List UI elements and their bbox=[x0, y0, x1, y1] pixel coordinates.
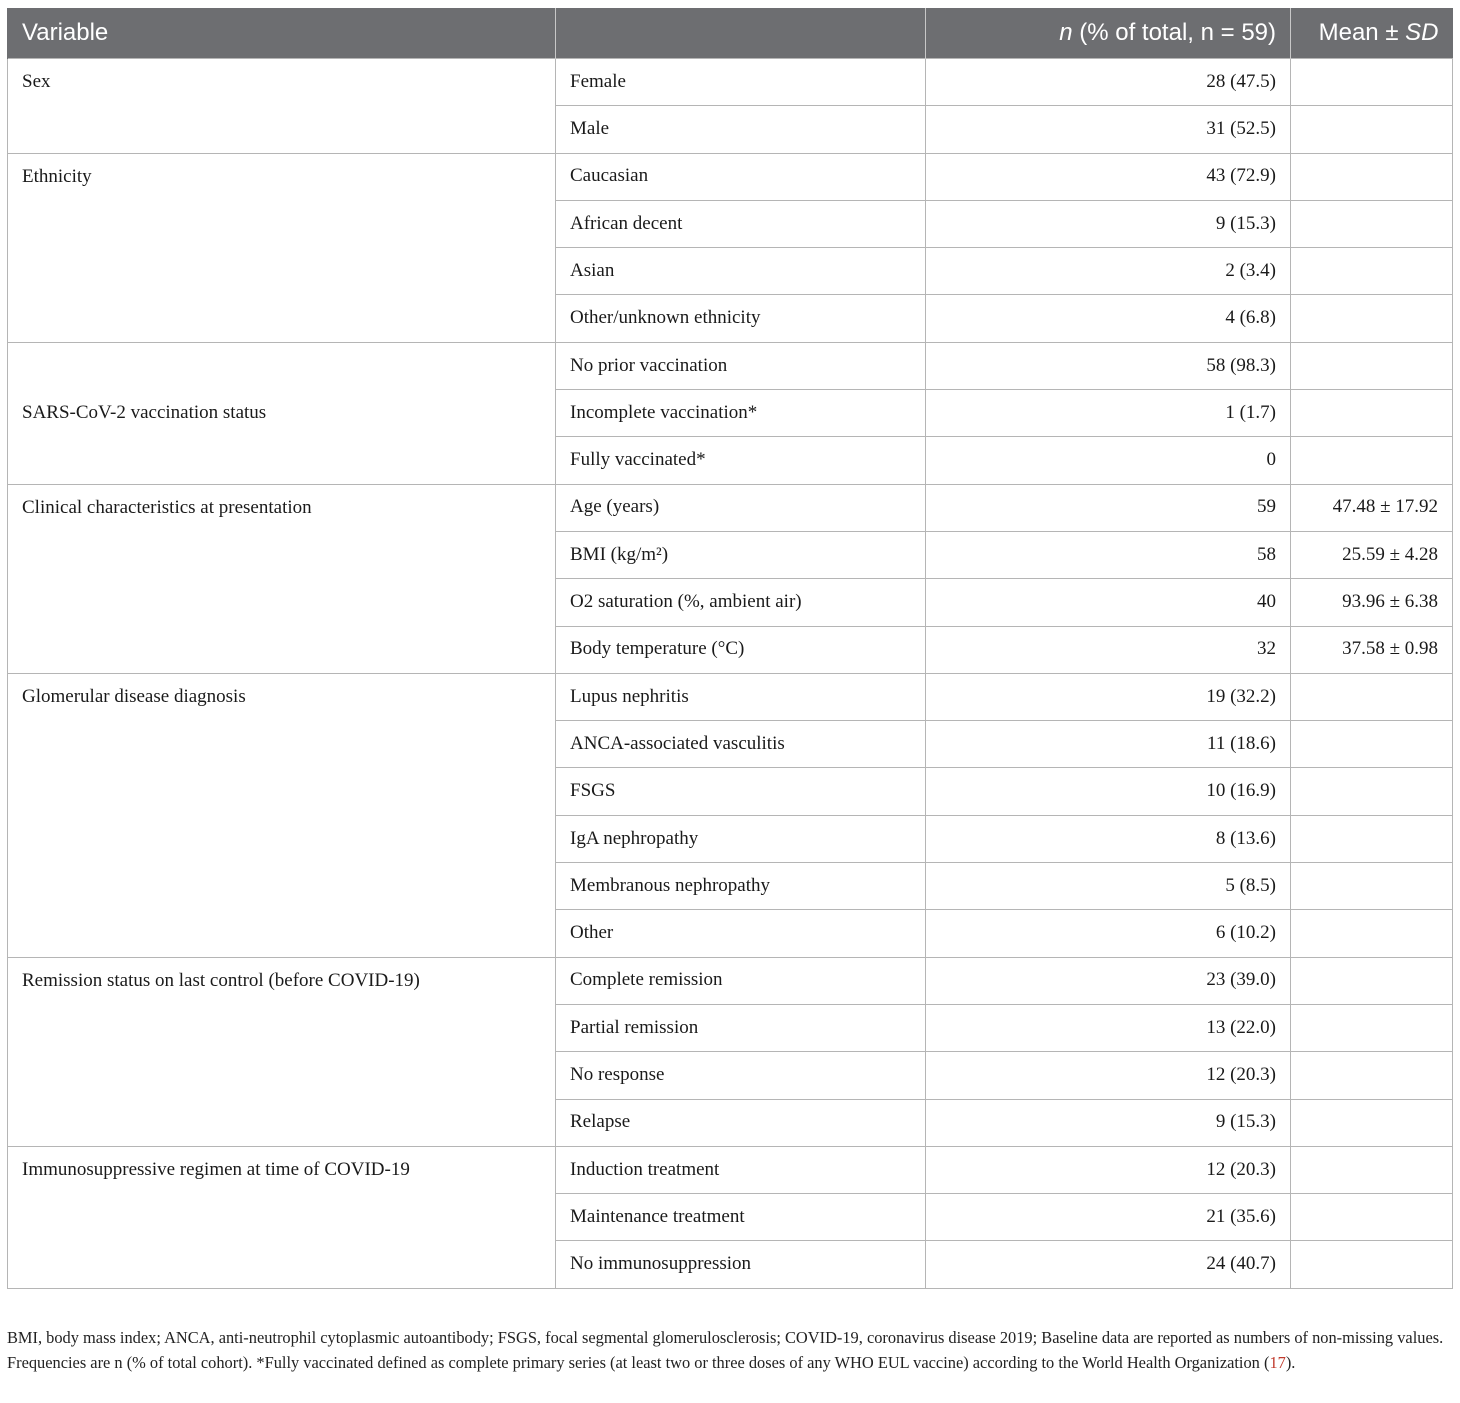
footnote-end: ). bbox=[1285, 1353, 1296, 1372]
category-cell: Membranous nephropathy bbox=[556, 863, 926, 910]
variable-cell: Clinical characteristics at presentation bbox=[8, 484, 556, 673]
header-mean-sd bbox=[1291, 8, 1453, 59]
variable-cell: Sex bbox=[8, 59, 556, 154]
header-variable: Variable bbox=[8, 8, 556, 59]
n-percent-cell: 10 (16.9) bbox=[926, 768, 1291, 815]
table-row bbox=[8, 957, 1453, 1004]
n-percent-cell: 28 (47.5) bbox=[926, 59, 1291, 106]
mean-sd-cell bbox=[1291, 863, 1453, 910]
mean-sd-cell: 25.59 ± 4.28 bbox=[1291, 531, 1453, 578]
table-row bbox=[8, 153, 1453, 200]
header-row bbox=[8, 8, 1453, 59]
category-cell: Male bbox=[556, 106, 926, 153]
n-percent-cell: 11 (18.6) bbox=[926, 721, 1291, 768]
table-row bbox=[8, 484, 1453, 531]
n-percent-cell: 31 (52.5) bbox=[926, 106, 1291, 153]
n-percent-cell: 9 (15.3) bbox=[926, 1099, 1291, 1146]
mean-sd-cell bbox=[1291, 815, 1453, 862]
mean-sd-cell bbox=[1291, 1146, 1453, 1193]
n-percent-cell: 2 (3.4) bbox=[926, 248, 1291, 295]
mean-sd-cell bbox=[1291, 1194, 1453, 1241]
category-cell: IgA nephropathy bbox=[556, 815, 926, 862]
mean-sd-cell: 37.58 ± 0.98 bbox=[1291, 626, 1453, 673]
mean-sd-cell bbox=[1291, 1099, 1453, 1146]
n-percent-cell: 5 (8.5) bbox=[926, 863, 1291, 910]
mean-sd-cell bbox=[1291, 910, 1453, 957]
variable-cell: SARS-CoV-2 vaccination status bbox=[8, 342, 556, 484]
category-cell: Caucasian bbox=[556, 153, 926, 200]
mean-sd-cell bbox=[1291, 248, 1453, 295]
n-percent-cell: 12 (20.3) bbox=[926, 1146, 1291, 1193]
header-n bbox=[926, 8, 1291, 59]
mean-sd-cell bbox=[1291, 437, 1453, 484]
variable-cell: Remission status on last control (before COVID-19) bbox=[8, 957, 556, 1146]
n-percent-cell: 59 bbox=[926, 484, 1291, 531]
category-cell: Age (years) bbox=[556, 484, 926, 531]
mean-sd-cell bbox=[1291, 957, 1453, 1004]
baseline-characteristics-table bbox=[7, 8, 1453, 1289]
n-percent-cell: 21 (35.6) bbox=[926, 1194, 1291, 1241]
table-header bbox=[8, 8, 1453, 59]
category-cell: ANCA-associated vasculitis bbox=[556, 721, 926, 768]
category-cell: BMI (kg/m²) bbox=[556, 531, 926, 578]
n-percent-cell: 43 (72.9) bbox=[926, 153, 1291, 200]
n-percent-cell: 40 bbox=[926, 579, 1291, 626]
mean-sd-cell bbox=[1291, 721, 1453, 768]
header-sd-italic: SD bbox=[1405, 19, 1439, 46]
n-percent-cell: 4 (6.8) bbox=[926, 295, 1291, 342]
mean-sd-cell bbox=[1291, 768, 1453, 815]
header-category bbox=[556, 8, 926, 59]
variable-cell: Immunosuppressive regimen at time of COVID-19 bbox=[8, 1146, 556, 1288]
n-percent-cell: 9 (15.3) bbox=[926, 200, 1291, 247]
category-cell: Body temperature (°C) bbox=[556, 626, 926, 673]
n-percent-cell: 1 (1.7) bbox=[926, 390, 1291, 437]
footnote-text: BMI, body mass index; ANCA, anti-neutrophil cytoplasmic autoantibody; FSGS, focal segmental glomerulosclerosis; COVID-19, coronavirus disease 2019; Baseline data are reported as numbers of non-missing values. Frequencies are n (% of total cohort). *Fully vaccinated defined as complete primary series (at least two or three doses of any WHO EUL vaccine) according to the World Health Organization ( bbox=[7, 1328, 1444, 1372]
header-mean-prefix: Mean ± bbox=[1318, 19, 1406, 46]
data-table-container bbox=[7, 8, 1452, 1289]
table-row bbox=[8, 673, 1453, 720]
mean-sd-cell bbox=[1291, 1004, 1453, 1051]
category-cell: Asian bbox=[556, 248, 926, 295]
header-n-rest: (% of total, n = 59) bbox=[1072, 19, 1276, 46]
category-cell: No response bbox=[556, 1052, 926, 1099]
mean-sd-cell bbox=[1291, 342, 1453, 389]
n-percent-cell: 24 (40.7) bbox=[926, 1241, 1291, 1288]
mean-sd-cell bbox=[1291, 390, 1453, 437]
table-row bbox=[8, 342, 1453, 389]
mean-sd-cell: 93.96 ± 6.38 bbox=[1291, 579, 1453, 626]
n-percent-cell: 0 bbox=[926, 437, 1291, 484]
category-cell: Lupus nephritis bbox=[556, 673, 926, 720]
category-cell: FSGS bbox=[556, 768, 926, 815]
variable-cell: Glomerular disease diagnosis bbox=[8, 673, 556, 957]
category-cell: Complete remission bbox=[556, 957, 926, 1004]
mean-sd-cell bbox=[1291, 200, 1453, 247]
n-percent-cell: 58 (98.3) bbox=[926, 342, 1291, 389]
category-cell: Induction treatment bbox=[556, 1146, 926, 1193]
category-cell: Partial remission bbox=[556, 1004, 926, 1051]
n-percent-cell: 32 bbox=[926, 626, 1291, 673]
header-n-italic: n bbox=[1059, 19, 1073, 46]
n-percent-cell: 23 (39.0) bbox=[926, 957, 1291, 1004]
category-cell: Other bbox=[556, 910, 926, 957]
table-row bbox=[8, 59, 1453, 106]
n-percent-cell: 13 (22.0) bbox=[926, 1004, 1291, 1051]
category-cell: Fully vaccinated* bbox=[556, 437, 926, 484]
category-cell: No prior vaccination bbox=[556, 342, 926, 389]
n-percent-cell: 8 (13.6) bbox=[926, 815, 1291, 862]
reference-link[interactable]: 17 bbox=[1269, 1353, 1286, 1372]
category-cell: Maintenance treatment bbox=[556, 1194, 926, 1241]
n-percent-cell: 6 (10.2) bbox=[926, 910, 1291, 957]
table-footnote bbox=[7, 1325, 1457, 1375]
n-percent-cell: 58 bbox=[926, 531, 1291, 578]
category-cell: Female bbox=[556, 59, 926, 106]
mean-sd-cell bbox=[1291, 1241, 1453, 1288]
category-cell: Incomplete vaccination* bbox=[556, 390, 926, 437]
mean-sd-cell bbox=[1291, 1052, 1453, 1099]
table-body bbox=[8, 59, 1453, 1289]
category-cell: Other/unknown ethnicity bbox=[556, 295, 926, 342]
mean-sd-cell bbox=[1291, 673, 1453, 720]
category-cell: No immunosuppression bbox=[556, 1241, 926, 1288]
table-row bbox=[8, 1146, 1453, 1193]
category-cell: Relapse bbox=[556, 1099, 926, 1146]
mean-sd-cell bbox=[1291, 106, 1453, 153]
mean-sd-cell bbox=[1291, 295, 1453, 342]
mean-sd-cell bbox=[1291, 59, 1453, 106]
category-cell: O2 saturation (%, ambient air) bbox=[556, 579, 926, 626]
category-cell: African decent bbox=[556, 200, 926, 247]
mean-sd-cell bbox=[1291, 153, 1453, 200]
n-percent-cell: 19 (32.2) bbox=[926, 673, 1291, 720]
mean-sd-cell: 47.48 ± 17.92 bbox=[1291, 484, 1453, 531]
n-percent-cell: 12 (20.3) bbox=[926, 1052, 1291, 1099]
variable-cell: Ethnicity bbox=[8, 153, 556, 342]
